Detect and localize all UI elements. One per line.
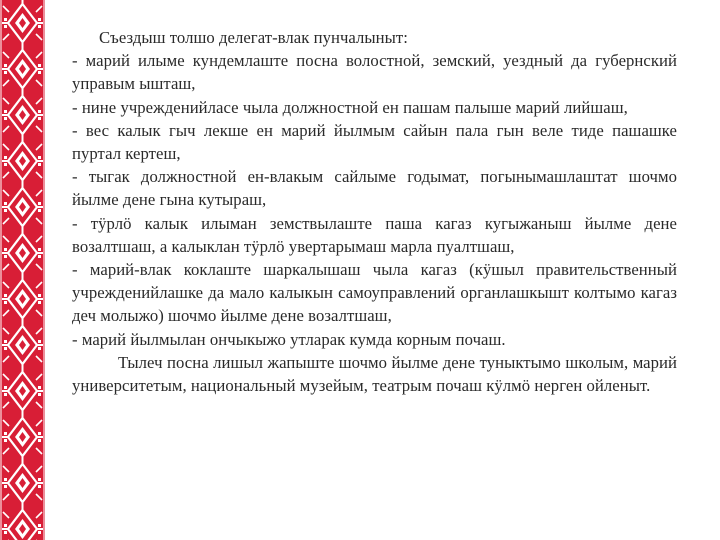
list-item: - марий-влак коклаште шаркалышаш чыла кагаз (кӱшыл правительственный учрежденийлашке да мало калыкын самоуправлений органлашкышт колтымо кагаз деч молыжо) шочмо йылме дене возалтшаш,: [72, 260, 677, 326]
list-item: - марий илыме кундемлаште посна волостной, земский, уездный да губернский управым ышташ,: [72, 51, 677, 94]
paragraph-intro: Съездыш толшо делегат-влак пунчалыныт:: [99, 28, 408, 47]
list-item: - тӱрлӧ калык илыман земствылаште паша кагаз кугыжаныш йылме дене возалтшаш, а калыклан тӱрлӧ увертарымаш марла пуалтшаш,: [72, 213, 677, 256]
document-body: [72, 26, 677, 397]
list-item: - вес калык гыч лекше ен марий йылмым сайын пала гын веле тиде пашашке пуртал кертеш,: [72, 120, 677, 164]
list-item: - марий йылмылан ончыкыжо утларак кумда корным почаш.: [72, 329, 506, 349]
list-item: - нине учрежденийласе чыла должностной ен пашам палыше марий лийшаш,: [72, 97, 628, 117]
paragraph-conclusion: Тылеч посна лишыл жапыште шочмо йылме дене туныктымо школым, марий университетым, национальный музейым, театрым почаш кӱлмӧ нерген ойленыт.: [72, 352, 677, 396]
mari-ornament-border-icon: [0, 0, 45, 540]
list-item: - тыгак должностной ен-влакым сайлыме годымат, погынымашлаштат шочмо йылме дене гына кутыраш,: [72, 167, 677, 210]
ornament-border: [0, 0, 45, 540]
